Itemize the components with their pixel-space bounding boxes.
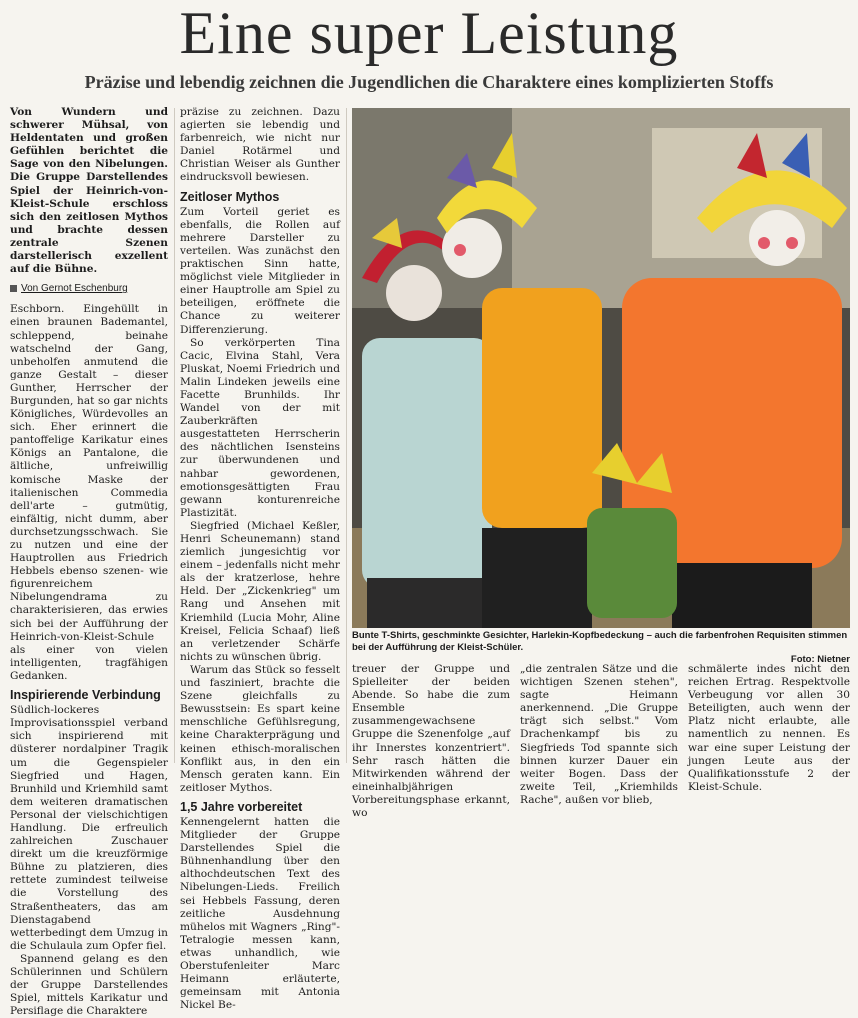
column-1: [10, 106, 168, 1018]
subhead: Präzise und lebendig zeichnen die Jugendlichen die Charaktere eines komplizierten Stoffs: [84, 72, 774, 92]
paragraph: Kennengelernt hatten die Mitglieder der Gruppe Darstellendes Spiel die Bühnenhandlung über den althochdeutschen Text des Nibelungen-Lieds. Freilich sei Hebbels Fassung, deren zeitliche Ausdehnung mühelos mit Wagners „Ring"-Tetralogie messen kann, etwas unhandlich, wie Oberstufenleiter Marc Heimann erläuterte, gemeinsam mit Antonia Nickel Be-: [180, 815, 340, 1012]
paragraph: präzise zu zeichnen. Dazu agierten sie lebendig und farbenreich, wie nicht nur Daniel Rotärmel und Christian Weiser als Gunther eindrucksvoll bewiesen.: [180, 106, 340, 184]
column-2: [180, 106, 340, 1012]
column-3: [352, 663, 510, 820]
paragraph: schmälerte indes nicht den reichen Ertrag. Respektvolle Verbeugung vor allen 30 Beteiligten, auch wenn der Platz nicht erlaubte, alle namentlich zu nennen. Es war eine super Leistung der jungen Leute aus der Qualifikationsstufe 2 der Kleist-Schule.: [688, 663, 850, 793]
paragraph: treuer der Gruppe und Spielleiter der beiden Abende. So habe die zum Ensemble zusammengewachsene Gruppe die Szenenfolge „auf ihr Innerstes konzentriert". Sehr rasch hätten die Mitwirkenden während der eineinhalbjährigen Vorbereitungsphase erkannt, wo: [352, 663, 510, 820]
column-rule: [346, 108, 347, 763]
byline-square-icon: [10, 285, 17, 292]
paragraph: So verkörperten Tina Cacic, Elvina Stahl, Vera Pluskat, Noemi Friedrich und Malin Lindeken jeweils eine Facette Brunhilds. Ihr Wandel von der mit Zauberkräften ausgestatteten Herrscherin des nächtlichen Isensteins zur überwundenen und nahbar gewordenen, emotionsgesättigten Frau gewann konturenreiche Plastizität.: [180, 336, 340, 519]
stage-photo: [352, 108, 850, 628]
paragraph: „die zentralen Sätze und die wichtigen Szenen stehen", sagte Heimann anerkennend. „Die Gruppe trägt sich selbst." Vom Drachenkampf bis zu Siegfrieds Tod spannte sich binnen kurzer Dauer ein weiter Bogen. Dass der zweite Teil, „Kriemhilds Rache", außen vor blieb,: [520, 663, 678, 806]
column-4: [520, 663, 678, 807]
photo-credit: Foto: Nietner: [790, 654, 850, 665]
paragraph: Warum das Stück so fesselt und fasziniert, brachte die Szene gleichfalls zu Bewusstsein: Es spart keine menschliche Gefühlsregung, keine Charakterprägung und keinen ethisch-moralischen Konflikt aus, in den ein Mensch geraten kann. Ein zeitloser Mythos.: [180, 663, 340, 794]
headline: Eine super Leistung: [179, 0, 679, 66]
subheading: 1,5 Jahre vorbereitet: [180, 799, 303, 814]
caption-text: Bunte T-Shirts, geschminkte Gesichter, Harlekin-Kopfbedeckung – auch die farbenfrohen Requisiten stimmen bei der Aufführung der Kleist-Schüler.: [352, 630, 848, 653]
column-5: [688, 663, 850, 794]
paragraph: Spannend gelang es den Schülerinnen und Schülern der Gruppe Darstellendes Spiel, mittels Karikatur und Persiflage die Charaktere: [10, 952, 168, 1018]
photo-caption: [352, 630, 850, 666]
lead-paragraph: Von Wundern und schwerer Mühsal, von Heldentaten und großen Gefühlen berichtet die Sage von den Nibelungen. Die Gruppe Darstellendes Spiel der Heinrich-von-Kleist-Schule erschloss sich den zeitlosen Mythos und brachte dessen zentrale Szenen darstellerisch exzellent auf die Bühne.: [10, 106, 168, 276]
paragraph: Südlich-lockeres Improvisationsspiel verband sich inspirierend mit düsterer nordalpiner Tragik um die Gegenspieler Siegfried und Hagen, Brunhild und Kriemhild samt dem weiteren dramatischen Personal der vielschichtigen Handlung. Die erfreulich zahlreichen Zuschauer direkt um die kreuzförmige Bühne zu platzieren, dies rettete zumindest teilweise die Vorstellung des Straßentheaters, das am Dienstagabend wetterbedingt dem Umzug in die Schulaula zum Opfer fiel.: [10, 704, 168, 952]
paragraph: Zum Vorteil geriet es ebenfalls, die Rollen auf mehrere Darsteller zu verteilen. Was zunächst den praktischen Sinn hatte, möglichst viele Mitglieder in einer Hauptrolle am Spiel zu beteiligen, eröffnete die Chance zu weiterer Differenzierung.: [180, 205, 340, 336]
paragraph: Siegfried (Michael Keßler, Henri Scheunemann) stand ziemlich jungesichtig vor einem – jedenfalls nicht mehr als der kratzerlose, hehre Held. Der „Zickenkrieg" um Rang und Ansehen mit Kriemhild (Lucia Mohr, Aline Kreisel, Felicia Schaaf) ließ an verletzender Schärfe nichts zu wünschen übrig.: [180, 519, 340, 663]
column-rule: [174, 108, 175, 763]
subheading: Inspirierende Verbindung: [10, 688, 161, 703]
paragraph: Eschborn. Eingehüllt in einen braunen Bademantel, schleppend, beinahe watschelnd der Gang, unbeholfen anmutend die ganze Gestalt – dieser Gunther, Herrscher der Burgunden, hat so gar nichts Königliches, Würdevolles an sich. Eher erinnert die pantoffelige Karikatur eines Königs an Pantalone, die ältliche, unfreiwillig komische Maske der italienischen Commedia dell'arte – gutmütig, einfältig, nicht dumm, aber durchsetzungsschwach. Sie zu nutzen und eine der Hauptrollen aus Friedrich Hebbels ebenso szenen- wie figurenreichem Nibelungendrama zu charakterisieren, das erwies sich bei der Aufführung der Heinrich-von-Kleist-Schule als einer von vielen intelligenten, tragfähigen Gedanken.: [10, 303, 168, 682]
byline: [10, 282, 168, 295]
stage-photo-illustration: [352, 108, 850, 628]
subheading: Zeitloser Mythos: [180, 189, 280, 204]
byline-text: Von Gernot Eschenburg: [21, 283, 128, 295]
